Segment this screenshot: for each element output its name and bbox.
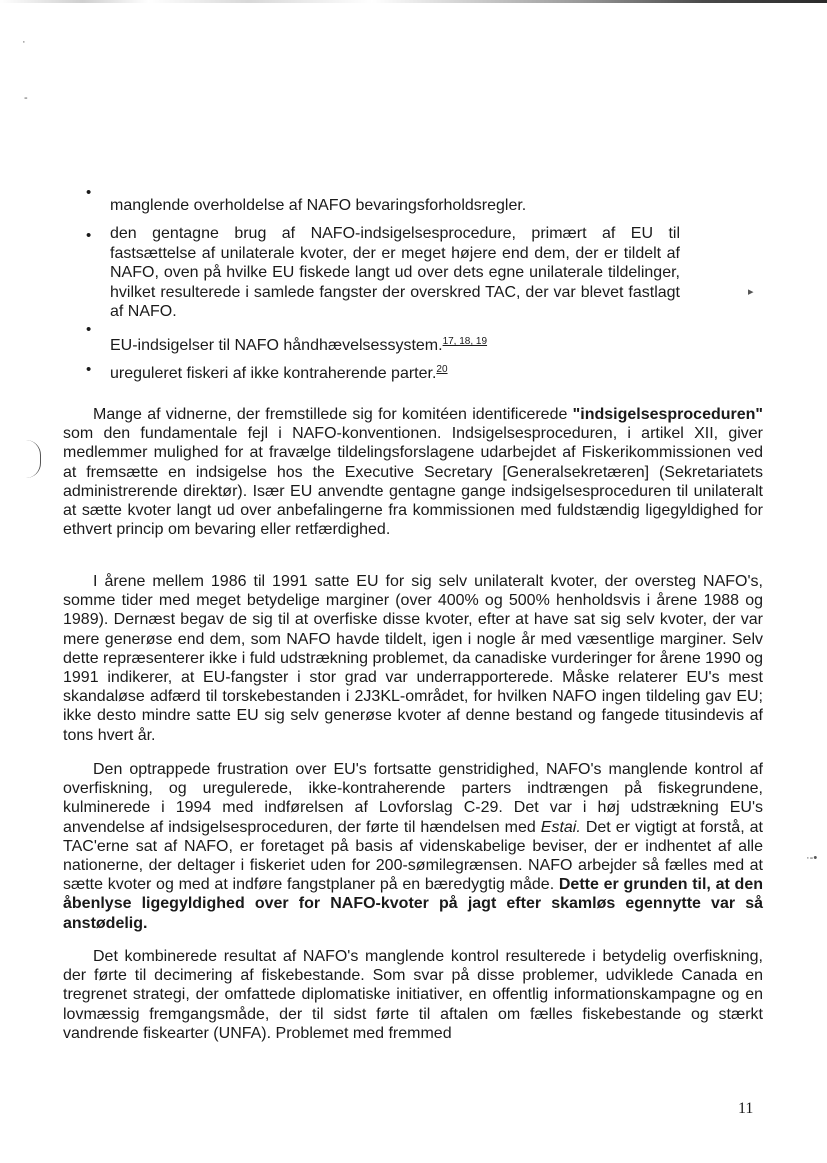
scan-mark: ·-•	[806, 852, 818, 864]
paragraph: Den optrappede frustration over EU's fortsatte genstridighed, NAFO's manglende kontrol af overfiskning, og uregulerede, ikke-kontraherende parters indtrængen på fiskegrundene, kulminerede i 1994 med indførelsen af Lovforslag C-29. Det var i høj udstrækning EU's anvendelse af indsigelsesproceduren, der førte til hændelsen med Estai. Det er vigtigt at forstå, at TAC'erne sat af NAFO, er foretaget på basis af videnskabelige beviser, der er indhentet af alle nationerne, der deltager i fiskeriet uden for 200-sømilegrænsen. NAFO arbejder så fælles med at sætte kvoter og med at indføre fangstplaner på en bæredygtig måde. Dette er grunden til, at den åbenlyse ligegyldighed over for NAFO-kvoter på jagt efter skamløs egennytte var så anstødelig.	[63, 761, 764, 932]
bullet-item	[110, 224, 680, 322]
paragraph: Mange af vidnerne, der fremstillede sig for komitéen identificerede "indsigelsesproceduren" som den fundamentale fejl i NAFO-konventionen. Indsigelsesproceduren, i artikel XII, giver medlemmer mulighed for at fravælge tildelingsforslagene udarbejdet af Fiskerikommissionen ved at fremsætte en indsigelse hos the Executive Secretary [Generalsekretæren] (Sekretariatets administrerende direktør). Især EU anvendte gentagne gange indsigelsesproceduren til unilateralt at sætte kvoter langt ud over anbefalingerne fra kommissionen med fuldstændig ligegyldighed for ethvert princip om bevaring eller retfærdighed.	[63, 406, 764, 539]
paragraph: Det kombinerede resultat af NAFO's manglende kontrol resulterede i betydelig overfiskning, der førte til decimering af fiskebestande. Som svar på disse problemer, udviklede Canada en tregrenet strategi, der omfattede diplomatiske initiativer, en offentlig informationskampagne og en lovmæssig fremgangsmåde, der til sidst førte til aftalen om fælles fiskebestande og stærkt vandrende fiskearter (UNFA). Problemet med fremmed	[63, 948, 763, 1042]
bullet-item	[110, 196, 680, 216]
scan-mark: -	[24, 92, 28, 104]
page-number: 11	[738, 1100, 754, 1117]
bullet-item	[110, 332, 680, 356]
scan-mark: ·	[22, 36, 26, 48]
scan-top-edge	[0, 0, 827, 3]
scan-mark: ▸	[748, 286, 754, 298]
footnote-ref: 20	[436, 364, 448, 375]
scan-bracket-mark	[26, 440, 41, 478]
bullet-text: den gentagne brug af NAFO-indsigelsesprocedure, primært af EU til fastsættelse af unilaterale kvoter, der er meget højere end dem, der er tildelt af NAFO, oven på hvilke EU fiskede langt ud over dets egne unilaterale tildelinger, hvilket resulterede i samlede fangster der overskred TAC, der var blevet fastlagt af NAFO.	[110, 225, 680, 321]
bullet-dot: •	[86, 321, 92, 338]
bold-sentence: Dette er grunden til, at den åbenlyse ligegyldighed over for NAFO-kvoter på jagt efter skamløs egennytte var så anstødelig.	[63, 876, 763, 932]
bullet-text: manglende overholdelse af NAFO bevaringsforholdsregler.	[110, 197, 527, 214]
bullet-text: EU-indsigelser til NAFO håndhævelsessystem.	[110, 337, 443, 354]
paragraph: I årene mellem 1986 til 1991 satte EU for sig selv unilateralt kvoter, der oversteg NAFO's, somme tider med meget betydelige marginer (over 400% og 500% henholdsvis i årene 1988 og 1989). Dernæst begav de sig til at overfiske disse kvoter, efter at have sat sig selv kvoter, der var mere generøse end dem, som NAFO havde tildelt, igen i nogle år med væsentlige marginer. Selv dette repræsenterer ikke i fuld udstrækning problemet, da canadiske vurderinger for årene 1990 og 1991 indikerer, at EU-fangster i stor grad var underrapporterede. Måske relaterer EU's mest skandaløse adfærd til torskebestanden i 2J3KL-området, for hvilken NAFO ingen tildeling gav EU; ikke desto mindre satte EU sig selv generøse kvoter af denne bestand og fangede titusindevis af tons hvert år.	[63, 573, 763, 744]
bold-term: "indsigelsesproceduren"	[572, 406, 764, 423]
bullet-dot: •	[86, 184, 92, 201]
bullet-dot: •	[86, 361, 92, 378]
footnote-ref: 17, 18, 19	[442, 336, 488, 347]
bullet-dot: •	[86, 227, 92, 244]
bullet-text: ureguleret fiskeri af ikke kontraherende parter.	[110, 365, 437, 382]
bullet-item	[110, 360, 680, 384]
italic-term: Estai.	[540, 818, 581, 836]
